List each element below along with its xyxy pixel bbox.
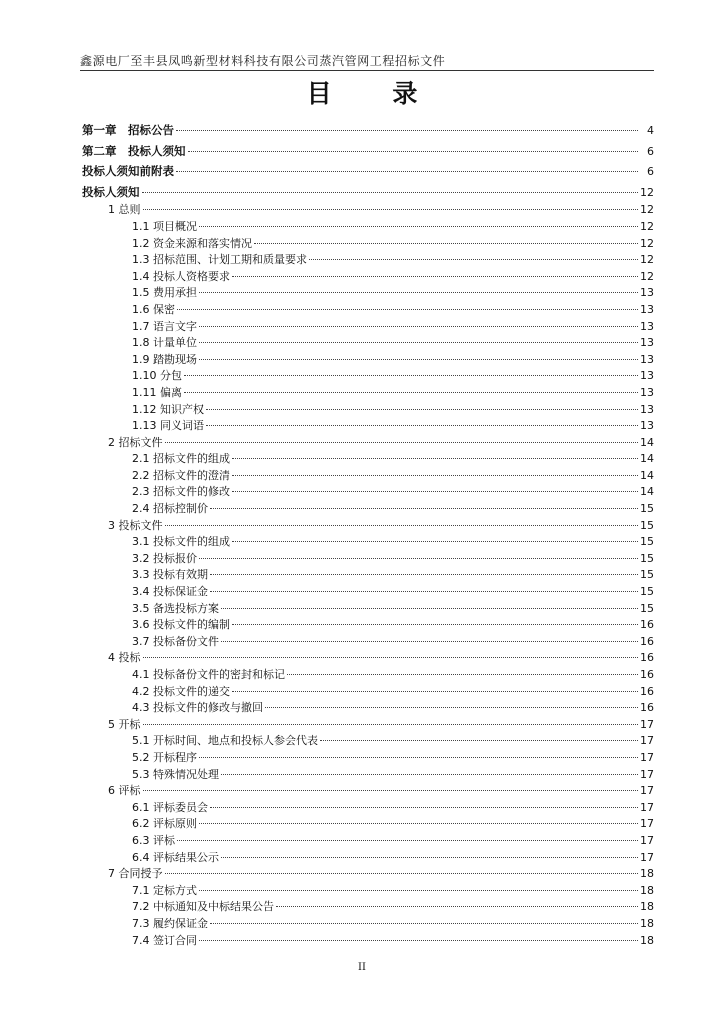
toc-entry-label: 3 投标文件 xyxy=(108,518,163,532)
toc-entry[interactable] xyxy=(82,916,654,933)
toc-entry[interactable] xyxy=(82,850,654,867)
toc-entry-page: 18 xyxy=(640,883,654,897)
toc-dot-leader xyxy=(143,790,639,791)
toc-entry-label: 2.4 招标控制价 xyxy=(132,502,208,516)
toc-dot-leader xyxy=(232,475,638,476)
toc-entry-label: 3.2 投标报价 xyxy=(132,551,197,565)
toc-dot-leader xyxy=(165,442,639,443)
toc-entry-page: 16 xyxy=(640,701,654,715)
toc-entry-label: 投标人须知 xyxy=(82,184,140,199)
toc-entry-label: 7.1 定标方式 xyxy=(132,883,197,897)
toc-dot-leader xyxy=(210,807,638,808)
toc-entry-page: 17 xyxy=(640,800,654,814)
toc-entry-label: 4.3 投标文件的修改与撤回 xyxy=(132,701,263,715)
toc-entry-page: 14 xyxy=(640,452,654,466)
toc-entry[interactable] xyxy=(82,435,654,452)
toc-entry-label: 1.2 资金来源和落实情况 xyxy=(132,236,252,250)
toc-entry-page: 16 xyxy=(640,668,654,681)
toc-entry-page: 6 xyxy=(647,144,654,158)
header-divider xyxy=(80,70,654,71)
toc-dot-leader xyxy=(232,624,638,625)
toc-entry-page: 16 xyxy=(640,618,654,632)
toc-dot-leader xyxy=(232,541,638,542)
toc-dot-leader xyxy=(165,525,639,526)
toc-entry-page: 18 xyxy=(640,867,654,881)
toc-entry-label: 第二章 投标人须知 xyxy=(82,143,186,158)
toc-entry-label: 4 投标 xyxy=(108,651,141,665)
toc-entry-page: 17 xyxy=(640,750,654,764)
toc-entry-label: 1.8 计量单位 xyxy=(132,336,197,350)
toc-entry[interactable] xyxy=(82,141,654,162)
toc-entry-page: 15 xyxy=(640,502,654,516)
toc-entry[interactable] xyxy=(82,219,654,236)
toc-entry-label: 3.4 投标保证金 xyxy=(132,585,208,599)
toc-entry-page: 6 xyxy=(647,165,654,179)
toc-dot-leader xyxy=(287,674,638,675)
toc-entry[interactable] xyxy=(82,484,654,501)
toc-entry[interactable] xyxy=(82,335,654,352)
toc-entry[interactable] xyxy=(82,161,654,182)
toc-entry-label: 5.2 开标程序 xyxy=(132,750,197,764)
toc-entry-label: 1.7 语言文字 xyxy=(132,319,197,333)
toc-entry[interactable] xyxy=(82,501,654,518)
toc-entry-page: 16 xyxy=(640,651,654,665)
toc-entry-page: 13 xyxy=(640,352,654,366)
toc-entry-label: 1.1 项目概况 xyxy=(132,219,197,233)
toc-entry-label: 2.3 招标文件的修改 xyxy=(132,485,230,499)
toc-entry[interactable] xyxy=(82,567,654,584)
toc-entry-label: 1.9 踏勘现场 xyxy=(132,352,197,366)
toc-entry[interactable] xyxy=(82,385,654,402)
toc-entry-page: 15 xyxy=(640,518,654,532)
toc-entry-label: 1.3 招标范围、计划工期和质量要求 xyxy=(132,253,307,267)
toc-dot-leader xyxy=(276,906,638,907)
toc-entry-label: 3.1 投标文件的组成 xyxy=(132,535,230,549)
toc-entry-label: 7.2 中标通知及中标结果公告 xyxy=(132,900,274,914)
toc-dot-leader xyxy=(265,707,638,708)
toc-dot-leader xyxy=(176,130,638,131)
toc-dot-leader xyxy=(143,209,639,210)
toc-entry-page: 13 xyxy=(640,336,654,350)
toc-entry-label: 7.4 签订合同 xyxy=(132,933,197,947)
toc-entry[interactable] xyxy=(82,402,654,419)
toc-entry-page: 18 xyxy=(640,900,654,914)
toc-dot-leader xyxy=(199,757,638,758)
toc-dot-leader xyxy=(199,940,638,941)
toc-entry[interactable] xyxy=(82,833,654,850)
page-title: 目 录 xyxy=(306,79,444,108)
toc-dot-leader xyxy=(199,890,638,891)
toc-dot-leader xyxy=(210,591,638,592)
toc-dot-leader xyxy=(143,724,639,725)
toc-entry-label: 6 评标 xyxy=(108,784,141,798)
toc-entry-page: 14 xyxy=(640,435,654,449)
toc-entry-label: 2.1 招标文件的组成 xyxy=(132,452,230,466)
toc-dot-leader xyxy=(232,458,638,459)
toc-entry-label: 7 合同授予 xyxy=(108,867,163,881)
toc-entry-label: 3.7 投标备份文件 xyxy=(132,634,219,648)
toc-entry[interactable] xyxy=(82,252,654,269)
toc-entry-page: 13 xyxy=(640,385,654,399)
toc-entry[interactable] xyxy=(82,899,654,916)
document-header: 鑫源电厂至丰县凤鸣新型材料科技有限公司蒸汽管网工程招标文件 xyxy=(80,54,446,68)
toc-entry-page: 13 xyxy=(640,319,654,333)
toc-entry-label: 1.11 偏离 xyxy=(132,385,182,399)
toc-entry-label: 1.6 保密 xyxy=(132,302,175,316)
toc-dot-leader xyxy=(176,171,638,172)
toc-entry-page: 13 xyxy=(640,402,654,416)
toc-entry-page: 15 xyxy=(640,601,654,615)
toc-entry-page: 17 xyxy=(640,833,654,847)
toc-entry[interactable] xyxy=(82,468,654,485)
toc-entry-label: 3.3 投标有效期 xyxy=(132,568,208,582)
toc-entry-page: 18 xyxy=(640,933,654,947)
toc-entry[interactable] xyxy=(82,182,654,203)
toc-entry-page: 12 xyxy=(640,236,654,250)
toc-entry-label: 5 开标 xyxy=(108,717,141,731)
toc-dot-leader xyxy=(232,491,638,492)
toc-dot-leader xyxy=(143,657,639,658)
toc-dot-leader xyxy=(210,923,638,924)
toc-entry-page: 14 xyxy=(640,485,654,499)
toc-entry[interactable] xyxy=(82,285,654,302)
toc-entry[interactable] xyxy=(82,319,654,336)
toc-dot-leader xyxy=(199,558,638,559)
toc-dot-leader xyxy=(210,508,638,509)
toc-entry-label: 6.3 评标 xyxy=(132,833,175,847)
toc-entry[interactable] xyxy=(82,584,654,601)
toc-entry[interactable] xyxy=(82,518,654,535)
toc-entry[interactable] xyxy=(82,700,654,717)
toc-dot-leader xyxy=(199,292,638,293)
toc-dot-leader xyxy=(254,243,638,244)
toc-entry-page: 15 xyxy=(640,585,654,599)
toc-entry-page: 13 xyxy=(640,286,654,300)
toc-entry-page: 13 xyxy=(640,302,654,316)
toc-entry-label: 6.2 评标原则 xyxy=(132,817,197,831)
toc-dot-leader xyxy=(210,574,638,575)
toc-dot-leader xyxy=(177,840,638,841)
toc-entry-label: 7.3 履约保证金 xyxy=(132,916,208,930)
toc-dot-leader xyxy=(320,740,638,741)
toc-entry[interactable] xyxy=(82,202,654,219)
toc-dot-leader xyxy=(232,276,638,277)
toc-dot-leader xyxy=(165,873,639,874)
toc-entry[interactable] xyxy=(82,650,654,667)
toc-entry[interactable] xyxy=(82,418,654,435)
toc-entry[interactable] xyxy=(82,120,654,141)
toc-entry[interactable] xyxy=(82,617,654,634)
toc-entry[interactable] xyxy=(82,302,654,319)
toc-entry[interactable] xyxy=(82,451,654,468)
toc-entry-page: 15 xyxy=(640,535,654,549)
toc-entry[interactable] xyxy=(82,534,654,551)
toc-entry-page: 16 xyxy=(640,634,654,648)
toc-entry[interactable] xyxy=(82,800,654,817)
toc-entry[interactable] xyxy=(82,551,654,568)
toc-entry[interactable] xyxy=(82,236,654,253)
toc-dot-leader xyxy=(199,823,638,824)
toc-dot-leader xyxy=(184,392,638,393)
table-of-contents xyxy=(82,120,654,949)
toc-entry-page: 12 xyxy=(640,203,654,217)
toc-entry[interactable] xyxy=(82,634,654,651)
toc-entry-page: 12 xyxy=(640,185,654,199)
toc-dot-leader xyxy=(221,774,638,775)
toc-entry-page: 12 xyxy=(640,219,654,233)
toc-entry[interactable] xyxy=(82,352,654,369)
toc-entry-label: 4.1 投标备份文件的密封和标记 xyxy=(132,668,285,681)
toc-entry[interactable] xyxy=(82,717,654,734)
toc-entry[interactable] xyxy=(82,933,654,950)
toc-entry-page: 15 xyxy=(640,568,654,582)
toc-entry-page: 18 xyxy=(640,916,654,930)
toc-entry[interactable] xyxy=(82,816,654,833)
toc-entry[interactable] xyxy=(82,368,654,385)
toc-dot-leader xyxy=(221,608,638,609)
toc-dot-leader xyxy=(199,226,638,227)
toc-entry-page: 13 xyxy=(640,419,654,433)
toc-dot-leader xyxy=(188,151,639,152)
toc-dot-leader xyxy=(199,359,638,360)
toc-entry-page: 15 xyxy=(640,551,654,565)
toc-entry-label: 5.3 特殊情况处理 xyxy=(132,767,219,781)
toc-entry-page: 17 xyxy=(640,784,654,798)
toc-entry[interactable] xyxy=(82,667,654,684)
toc-entry[interactable] xyxy=(82,866,654,883)
toc-entry-page: 17 xyxy=(640,767,654,781)
toc-entry-label: 投标人须知前附表 xyxy=(82,164,174,179)
toc-entry-label: 1.13 同义词语 xyxy=(132,419,204,433)
toc-entry-page: 16 xyxy=(640,684,654,698)
toc-entry-label: 2.2 招标文件的澄清 xyxy=(132,468,230,482)
toc-dot-leader xyxy=(221,641,638,642)
toc-entry-page: 17 xyxy=(640,817,654,831)
toc-entry[interactable] xyxy=(82,684,654,701)
toc-entry-label: 1.4 投标人资格要求 xyxy=(132,269,230,283)
toc-entry-page: 17 xyxy=(640,717,654,731)
toc-dot-leader xyxy=(199,342,638,343)
toc-entry-page: 17 xyxy=(640,734,654,748)
toc-entry-page: 13 xyxy=(640,369,654,383)
toc-entry[interactable] xyxy=(82,783,654,800)
toc-entry[interactable] xyxy=(82,733,654,750)
toc-entry-page: 4 xyxy=(647,124,654,137)
toc-entry-label: 1 总则 xyxy=(108,203,141,217)
toc-entry-label: 1.12 知识产权 xyxy=(132,402,204,416)
toc-entry-label: 1.5 费用承担 xyxy=(132,286,197,300)
toc-entry-page: 12 xyxy=(640,253,654,267)
page-number: II xyxy=(358,962,366,973)
toc-dot-leader xyxy=(232,691,638,692)
toc-entry-label: 5.1 开标时间、地点和投标人参会代表 xyxy=(132,734,318,748)
toc-dot-leader xyxy=(142,192,639,193)
toc-entry-label: 第一章 招标公告 xyxy=(82,123,174,137)
toc-entry[interactable] xyxy=(82,883,654,900)
toc-entry-label: 1.10 分包 xyxy=(132,369,182,383)
toc-entry-page: 12 xyxy=(640,269,654,283)
toc-entry[interactable] xyxy=(82,601,654,618)
toc-entry-label: 4.2 投标文件的递交 xyxy=(132,684,230,698)
toc-dot-leader xyxy=(206,409,638,410)
toc-entry-page: 17 xyxy=(640,850,654,864)
toc-entry[interactable] xyxy=(82,767,654,784)
toc-entry[interactable] xyxy=(82,269,654,286)
toc-entry[interactable] xyxy=(82,750,654,767)
toc-entry-label: 3.5 备选投标方案 xyxy=(132,601,219,615)
toc-dot-leader xyxy=(221,857,638,858)
toc-dot-leader xyxy=(199,326,638,327)
toc-dot-leader xyxy=(184,375,638,376)
toc-entry-label: 3.6 投标文件的编制 xyxy=(132,618,230,632)
toc-dot-leader xyxy=(206,425,638,426)
toc-entry-label: 6.4 评标结果公示 xyxy=(132,850,219,864)
toc-dot-leader xyxy=(177,309,638,310)
toc-entry-label: 2 招标文件 xyxy=(108,435,163,449)
toc-entry-label: 6.1 评标委员会 xyxy=(132,800,208,814)
toc-entry-page: 14 xyxy=(640,468,654,482)
toc-dot-leader xyxy=(309,259,638,260)
